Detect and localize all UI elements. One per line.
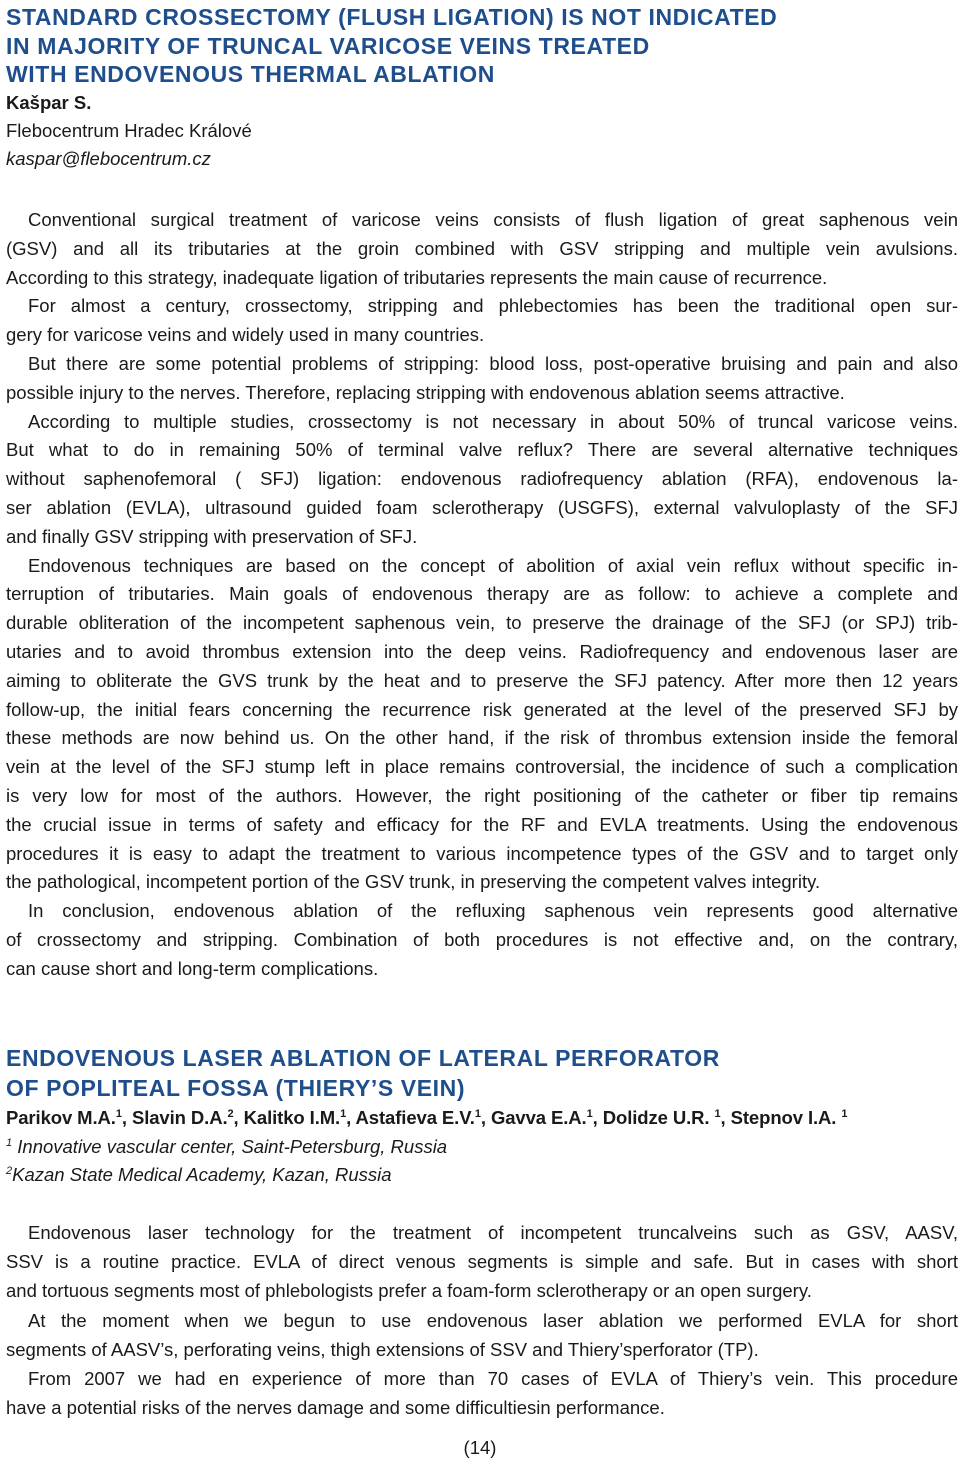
title-line: IN MAJORITY OF TRUNCAL VARICOSE VEINS TREATED [6,32,650,59]
text-line: According to multiple studies, crossectomy is not necessary in about 50% of truncal varicose veins. [28,410,958,432]
author-sup: 1 [115,1108,122,1120]
affiliation-text: Kazan State Medical Academy, Kazan, Russia [12,1164,392,1185]
text-line: Endovenous techniques are based on the concept of abolition of axial vein reflux without specific in- [28,554,958,576]
text-line: gery for varicose veins and widely used in many countries. [6,324,485,346]
author-sup: 1 [586,1108,593,1120]
author-name: Gavva E.A. [490,1107,587,1128]
author-separator: , [480,1107,491,1128]
title-line: STANDARD CROSSECTOMY (FLUSH LIGATION) IS NOT INDICATED [6,4,778,30]
text-line: According to this strategy, inadequate ligation of tributaries represents the main cause of recurrence. [6,266,828,288]
text-line: terruption of tributaries. Main goals of endovenous therapy are as follow: to achieve a complete and [6,583,958,605]
author-name: Kalitko I.M. [243,1107,341,1128]
text-line: and tortuous segments most of phlebologists prefer a foam-form sclerotherapy or an open surgery. [6,1280,812,1302]
paragraph [6,292,958,350]
author-name: Slavin D.A. [131,1107,228,1128]
paragraph [6,1306,958,1364]
text-line: can cause short and long-term complications. [6,957,379,979]
article1-affiliation: Flebocentrum Hradec Králové [6,120,252,141]
title-line: OF POPLITEAL FOSSA (THIERY’S VEIN) [6,1075,466,1101]
text-line: these methods are now behind us. On the other hand, if the risk of thrombus extension inside the femoral [6,727,958,749]
text-line: In conclusion, endovenous ablation of the refluxing saphenous vein represents good alternative [28,900,958,922]
author-sup: 2 [227,1108,234,1120]
article2-affiliation-1 [6,1134,447,1160]
text-line: For almost a century, crossectomy, stripping and phlebectomies has been the traditional open sur- [28,295,958,317]
text-line: SSV is a routine practice. EVLA of direct venous segments is simple and safe. But in cases with short [6,1251,958,1273]
article1-body [6,206,958,984]
text-line: without saphenofemoral ( SFJ) ligation: endovenous radiofrequency ablation (RFA), endovenous la- [6,468,958,490]
text-line: have a potential risks of the nerves damage and some difficultiesin performance. [6,1397,665,1419]
paragraph [6,408,958,552]
paragraph [6,897,958,983]
text-line: But there are some potential problems of stripping: blood loss, post-operative bruising and pain and also [28,352,958,374]
article2-affiliation-2 [6,1162,392,1188]
author-name: Astafieva E.V. [355,1107,475,1128]
paragraph [6,552,958,898]
text-line: From 2007 we had en experience of more than 70 cases of EVLA of Thiery’s vein. This procedure [28,1368,958,1390]
author-name: Dolidze U.R. [602,1107,715,1128]
text-line: the pathological, incompetent portion of the GSV trunk, in preserving the competent valves integrity. [6,871,821,893]
text-line: But what to do in remaining 50% of terminal valve reflux? There are several alternative techniques [6,439,958,461]
author-name: Stepnov I.A. [730,1107,842,1128]
text-line: is very low for most of the authors. However, the right positioning of the catheter or fiber tip remains [6,784,958,806]
text-line: segments of AASV’s, perforating veins, thigh extensions of SSV and Thiery’sperforator (TP). [6,1338,759,1360]
author [603,1107,731,1128]
author-separator: , [346,1107,356,1128]
author-name: Parikov M.A. [6,1107,116,1128]
text-line: procedures it is easy to adapt the treatment to various incompetence types of the GSV and to target only [6,842,958,864]
author [244,1107,356,1128]
text-line: and finally GSV stripping with preservation of SFJ. [6,525,418,547]
title-line: WITH ENDOVENOUS THERMAL ABLATION [6,61,495,87]
text-line: ser ablation (EVLA), ultrasound guided foam sclerotherapy (USGFS), external valvuloplasty of the SFJ [6,496,958,518]
author-sup: 1 [340,1108,347,1120]
article2-authors [6,1105,847,1131]
author [491,1107,603,1128]
text-line: Conventional surgical treatment of varicose veins consists of flush ligation of great saphenous vein [28,209,958,230]
affiliation-sup: 1 [6,1137,13,1149]
author-separator: , [121,1107,132,1128]
author-sup: 1 [714,1108,721,1120]
author-separator: , [233,1107,244,1128]
text-line: vein at the level of the SFJ stump left in place remains controversial, the incidence of such a complication [6,756,958,778]
article1-author: Kašpar S. [6,92,92,113]
paragraph [6,1364,958,1422]
text-line: At the moment when we begun to use endovenous laser ablation we performed EVLA for short [28,1309,958,1331]
text-line: durable obliteration of the incompetent saphenous vein, to preserve the drainage of the SFJ (or SPJ) trib- [6,612,958,634]
title-line: ENDOVENOUS LASER ABLATION OF LATERAL PERFORATOR [6,1045,720,1071]
text-line: the crucial issue in terms of safety and efficacy for the RF and EVLA treatments. Using the endovenous [6,813,958,835]
affiliation-text: Innovative vascular center, Saint-Petersburg, Russia [12,1136,448,1157]
text-line: (GSV) and all its tributaries at the groin combined with GSV stripping and multiple vein avulsions. [6,237,958,259]
author-separator: , [592,1107,603,1128]
text-line: follow-up, the initial fears concerning the recurrence risk generated at the level of the preserved SFJ by [6,698,958,720]
text-line: Endovenous laser technology for the treatment of incompetent truncalveins such as GSV, AASV, [28,1222,958,1243]
paragraph [6,1218,958,1306]
author [132,1107,244,1128]
article2-body [6,1218,958,1422]
article1-title [6,3,777,89]
text-line: aiming to obliterate the GVS trunk by the heat and to preserve the SFJ patency. After more then 12 years [6,669,958,691]
article1-email: kaspar@flebocentrum.cz [6,148,211,169]
text-line: utaries and to avoid thrombus extension into the deep veins. Radiofrequency and endovenous laser are [6,640,958,662]
text-line: of crossectomy and stripping. Combination of both procedures is not effective and, on the contrary, [6,928,958,950]
author [356,1107,491,1128]
text-line: possible injury to the nerves. Therefore, replacing stripping with endovenous ablation seems attractive. [6,381,845,403]
author [731,1107,848,1128]
author-separator: , [720,1107,731,1128]
author [6,1107,132,1128]
author-sup: 1 [474,1108,481,1120]
affiliation-sup: 2 [6,1165,13,1177]
article2-title [6,1043,720,1103]
author-sup: 1 [841,1108,848,1120]
paragraph [6,350,958,408]
page-number: (14) [463,1437,497,1458]
paragraph [6,206,958,292]
